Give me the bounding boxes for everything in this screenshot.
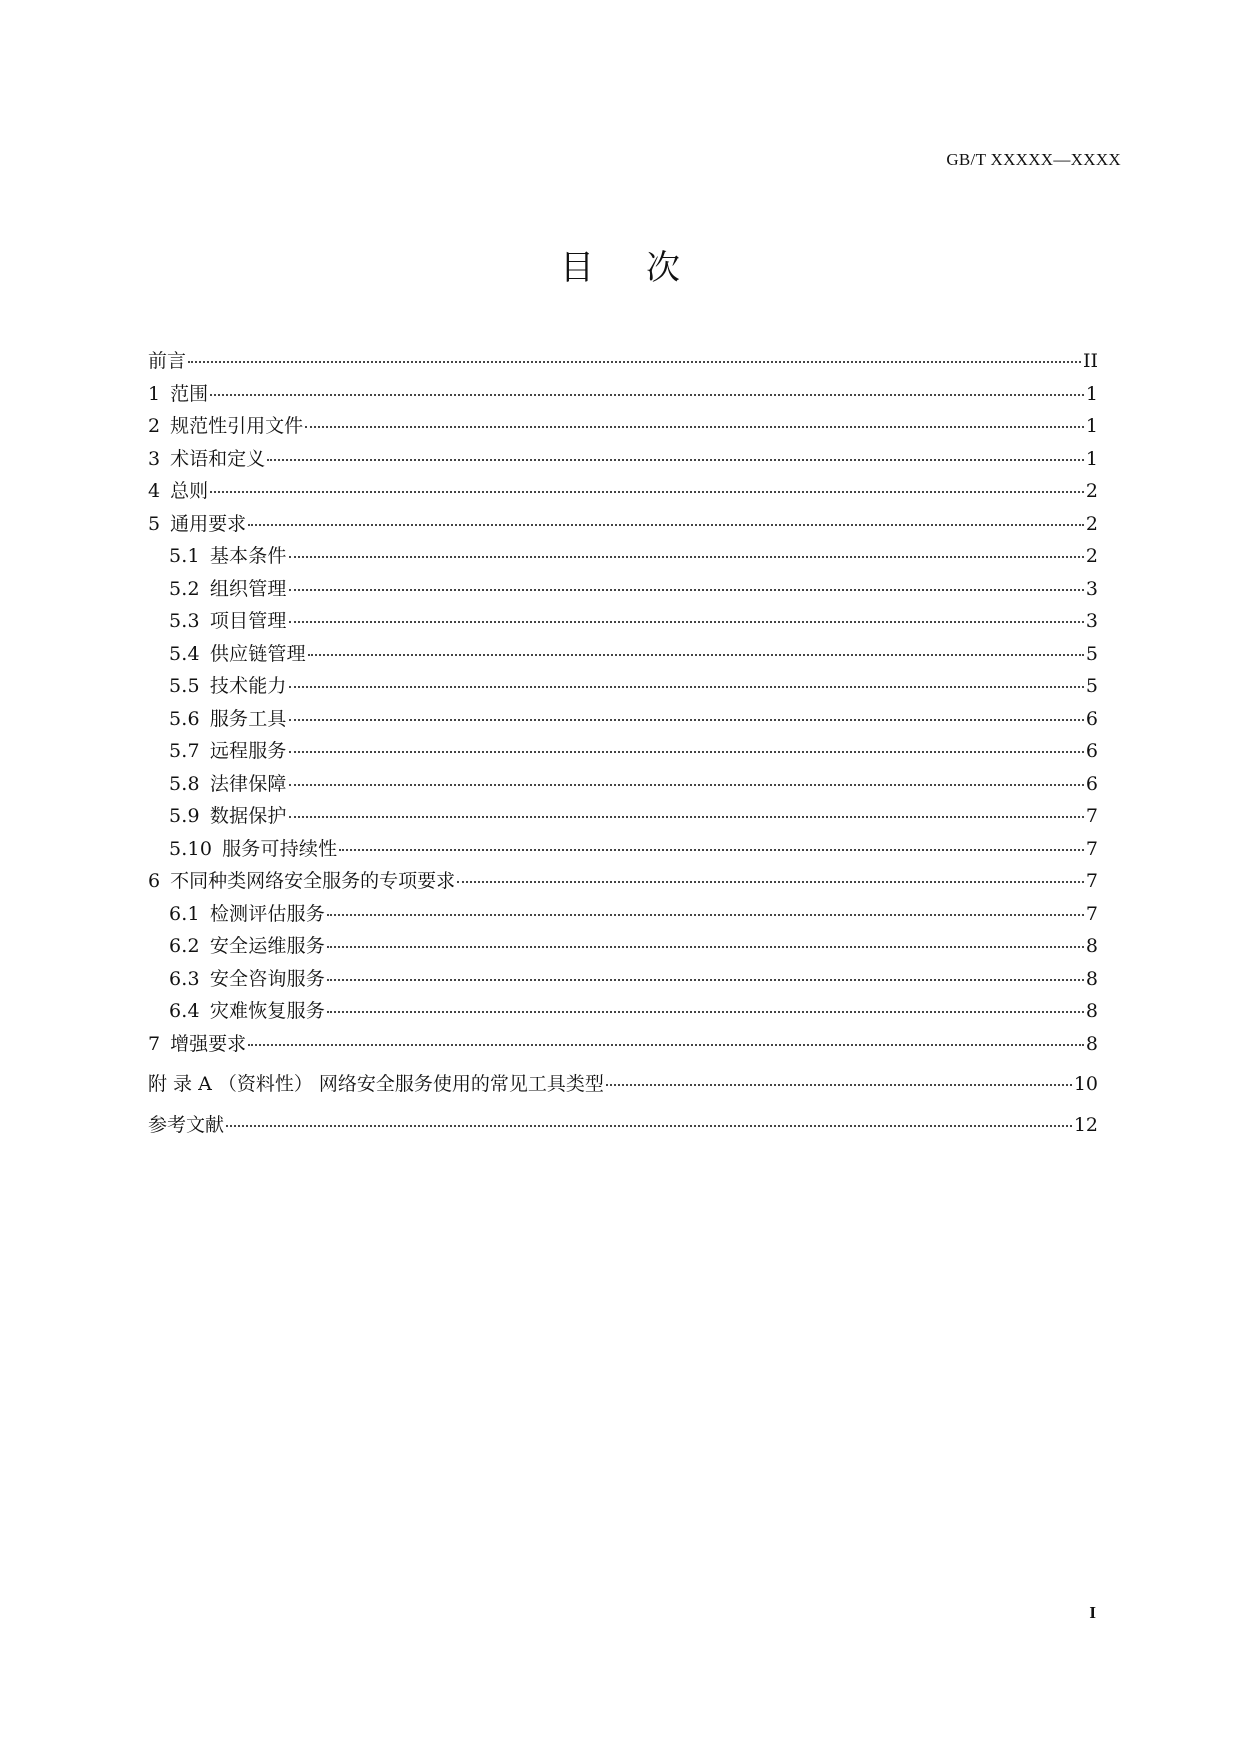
toc-entry-number: 6 xyxy=(148,870,161,892)
dot-leader xyxy=(327,946,1084,948)
toc-entry-page: 8 xyxy=(1085,935,1098,957)
toc-entry[interactable] xyxy=(148,475,1098,508)
toc-entry[interactable] xyxy=(148,638,1098,671)
toc-entry-label: 2 规范性引用文件 xyxy=(148,415,304,437)
dot-leader xyxy=(305,426,1084,428)
toc-entry-label: 5.10 服务可持续性 xyxy=(169,837,338,860)
toc-entry[interactable] xyxy=(148,540,1098,573)
toc-entry[interactable] xyxy=(148,800,1098,833)
toc-entry-number: 5.4 xyxy=(169,642,200,665)
toc-entry-number: 7 xyxy=(148,1032,161,1055)
toc-entry[interactable] xyxy=(148,833,1098,866)
toc-entry-number: 6.3 xyxy=(169,967,200,990)
toc-entry-page: 2 xyxy=(1085,512,1098,535)
toc-entry[interactable] xyxy=(148,443,1098,476)
toc-entry-label: 5.9 数据保护 xyxy=(169,805,287,827)
toc-entry-number: 2 xyxy=(148,415,161,437)
dot-leader xyxy=(248,524,1084,526)
toc-entry[interactable] xyxy=(148,703,1098,736)
toc-entry-number: 5.6 xyxy=(169,707,200,730)
toc-entry[interactable] xyxy=(148,865,1098,898)
toc-entry-page: 2 xyxy=(1085,545,1098,567)
toc-entry-annex[interactable] xyxy=(148,1068,1098,1101)
toc-entry[interactable] xyxy=(148,995,1098,1028)
toc-entry-page: 7 xyxy=(1085,870,1098,892)
toc-entry-page: 8 xyxy=(1085,1000,1098,1022)
dot-leader xyxy=(289,556,1084,558)
toc-entry-label: 5.7 远程服务 xyxy=(169,740,287,762)
toc-entry[interactable] xyxy=(148,573,1098,606)
toc-entry-label: 6.3 安全咨询服务 xyxy=(169,967,326,990)
dot-leader xyxy=(606,1084,1072,1086)
dot-leader xyxy=(210,491,1084,493)
toc-entry[interactable] xyxy=(148,768,1098,801)
toc-entry-number: 6.4 xyxy=(169,1000,200,1022)
toc-entry-page: 6 xyxy=(1085,707,1098,730)
toc-entry-page: 5 xyxy=(1085,642,1098,665)
toc-entry-number: 6.1 xyxy=(169,902,200,925)
toc-entry[interactable] xyxy=(148,963,1098,996)
toc-entry-number: 5.3 xyxy=(169,610,200,632)
toc-entry-label: 7 增强要求 xyxy=(148,1032,247,1055)
toc-entry-label: 3 术语和定义 xyxy=(148,447,266,470)
toc-entry[interactable] xyxy=(148,898,1098,931)
dot-leader xyxy=(289,621,1084,623)
toc-entry-page: 7 xyxy=(1085,805,1098,827)
toc-entry-number: 6.2 xyxy=(169,935,200,957)
dot-leader xyxy=(289,816,1084,818)
toc-entry-label: 5.3 项目管理 xyxy=(169,610,287,632)
toc-entry-page: 8 xyxy=(1085,967,1098,990)
toc-entry[interactable] xyxy=(148,670,1098,703)
toc-entry[interactable] xyxy=(148,345,1098,378)
toc-entry-label: 5.4 供应链管理 xyxy=(169,642,306,665)
toc-entry[interactable] xyxy=(148,410,1098,443)
toc-entry-page: 12 xyxy=(1073,1113,1098,1136)
table-of-contents xyxy=(148,345,1098,1141)
toc-entry-label: 4 总则 xyxy=(148,480,209,502)
page-number: I xyxy=(1089,1603,1096,1622)
toc-entry-label: 5.5 技术能力 xyxy=(169,675,287,697)
dot-leader xyxy=(248,1044,1084,1046)
document-code: GB/T XXXXX—XXXX xyxy=(946,150,1121,169)
toc-entry-page: 1 xyxy=(1085,415,1098,437)
toc-entry-page: 7 xyxy=(1085,837,1098,860)
toc-entry-label: 附 录 A （资料性） 网络安全服务使用的常见工具类型 xyxy=(148,1073,604,1095)
toc-entry-page: II xyxy=(1082,350,1098,372)
toc-entry-number: 3 xyxy=(148,447,161,470)
toc-entry-references[interactable] xyxy=(148,1109,1098,1142)
toc-entry-label: 5.6 服务工具 xyxy=(169,707,287,730)
dot-leader xyxy=(289,719,1084,721)
toc-entry-number: 5.5 xyxy=(169,675,200,697)
toc-entry[interactable] xyxy=(148,605,1098,638)
toc-entry-page: 8 xyxy=(1085,1032,1098,1055)
toc-entry[interactable] xyxy=(148,508,1098,541)
toc-entry-number: 1 xyxy=(148,382,161,405)
toc-title: 目次 xyxy=(560,248,732,288)
toc-entry-page: 10 xyxy=(1073,1073,1098,1095)
dot-leader xyxy=(308,654,1084,656)
toc-entry-number: 5.7 xyxy=(169,740,200,762)
dot-leader xyxy=(339,849,1084,851)
toc-entry-label: 6 不同种类网络安全服务的专项要求 xyxy=(148,870,456,892)
dot-leader xyxy=(210,394,1084,396)
toc-entry-number: 5 xyxy=(148,512,161,535)
toc-entry-label: 6.2 安全运维服务 xyxy=(169,935,326,957)
dot-leader xyxy=(267,459,1084,461)
toc-entry-label: 前言 xyxy=(148,350,187,372)
toc-entry-page: 1 xyxy=(1085,382,1098,405)
toc-entry-page: 2 xyxy=(1085,480,1098,502)
dot-leader xyxy=(289,784,1084,786)
toc-entry[interactable] xyxy=(148,735,1098,768)
toc-entry[interactable] xyxy=(148,1028,1098,1061)
toc-entry-page: 3 xyxy=(1085,610,1098,632)
dot-leader xyxy=(289,589,1084,591)
toc-entry-number: 5.10 xyxy=(169,837,213,860)
toc-entry-number: 5.9 xyxy=(169,805,200,827)
dot-leader xyxy=(226,1125,1072,1127)
toc-entry-label: 参考文献 xyxy=(148,1113,225,1136)
toc-entry-number: 5.8 xyxy=(169,772,200,795)
toc-entry-number: 5.1 xyxy=(169,545,200,567)
toc-entry-label: 1 范围 xyxy=(148,382,209,405)
toc-entry-number: 4 xyxy=(148,480,161,502)
toc-entry-label: 5.2 组织管理 xyxy=(169,577,287,600)
toc-entry-page: 6 xyxy=(1085,740,1098,762)
toc-entry-page: 3 xyxy=(1085,577,1098,600)
dot-leader xyxy=(289,686,1084,688)
toc-entry-page: 6 xyxy=(1085,772,1098,795)
toc-entry-label: 6.1 检测评估服务 xyxy=(169,902,326,925)
toc-entry-page: 1 xyxy=(1085,447,1098,470)
dot-leader xyxy=(327,914,1084,916)
toc-entry-label: 5.8 法律保障 xyxy=(169,772,287,795)
toc-entry-number: 5.2 xyxy=(169,577,200,600)
toc-entry-label: 6.4 灾难恢复服务 xyxy=(169,1000,326,1022)
toc-entry[interactable] xyxy=(148,930,1098,963)
dot-leader xyxy=(188,361,1081,363)
toc-entry-page: 7 xyxy=(1085,902,1098,925)
dot-leader xyxy=(457,881,1084,883)
toc-entry-page: 5 xyxy=(1085,675,1098,697)
toc-entry-label: 5.1 基本条件 xyxy=(169,545,287,567)
dot-leader xyxy=(327,979,1084,981)
toc-entry-label: 5 通用要求 xyxy=(148,512,247,535)
dot-leader xyxy=(327,1011,1084,1013)
toc-entry[interactable] xyxy=(148,378,1098,411)
dot-leader xyxy=(289,751,1084,753)
